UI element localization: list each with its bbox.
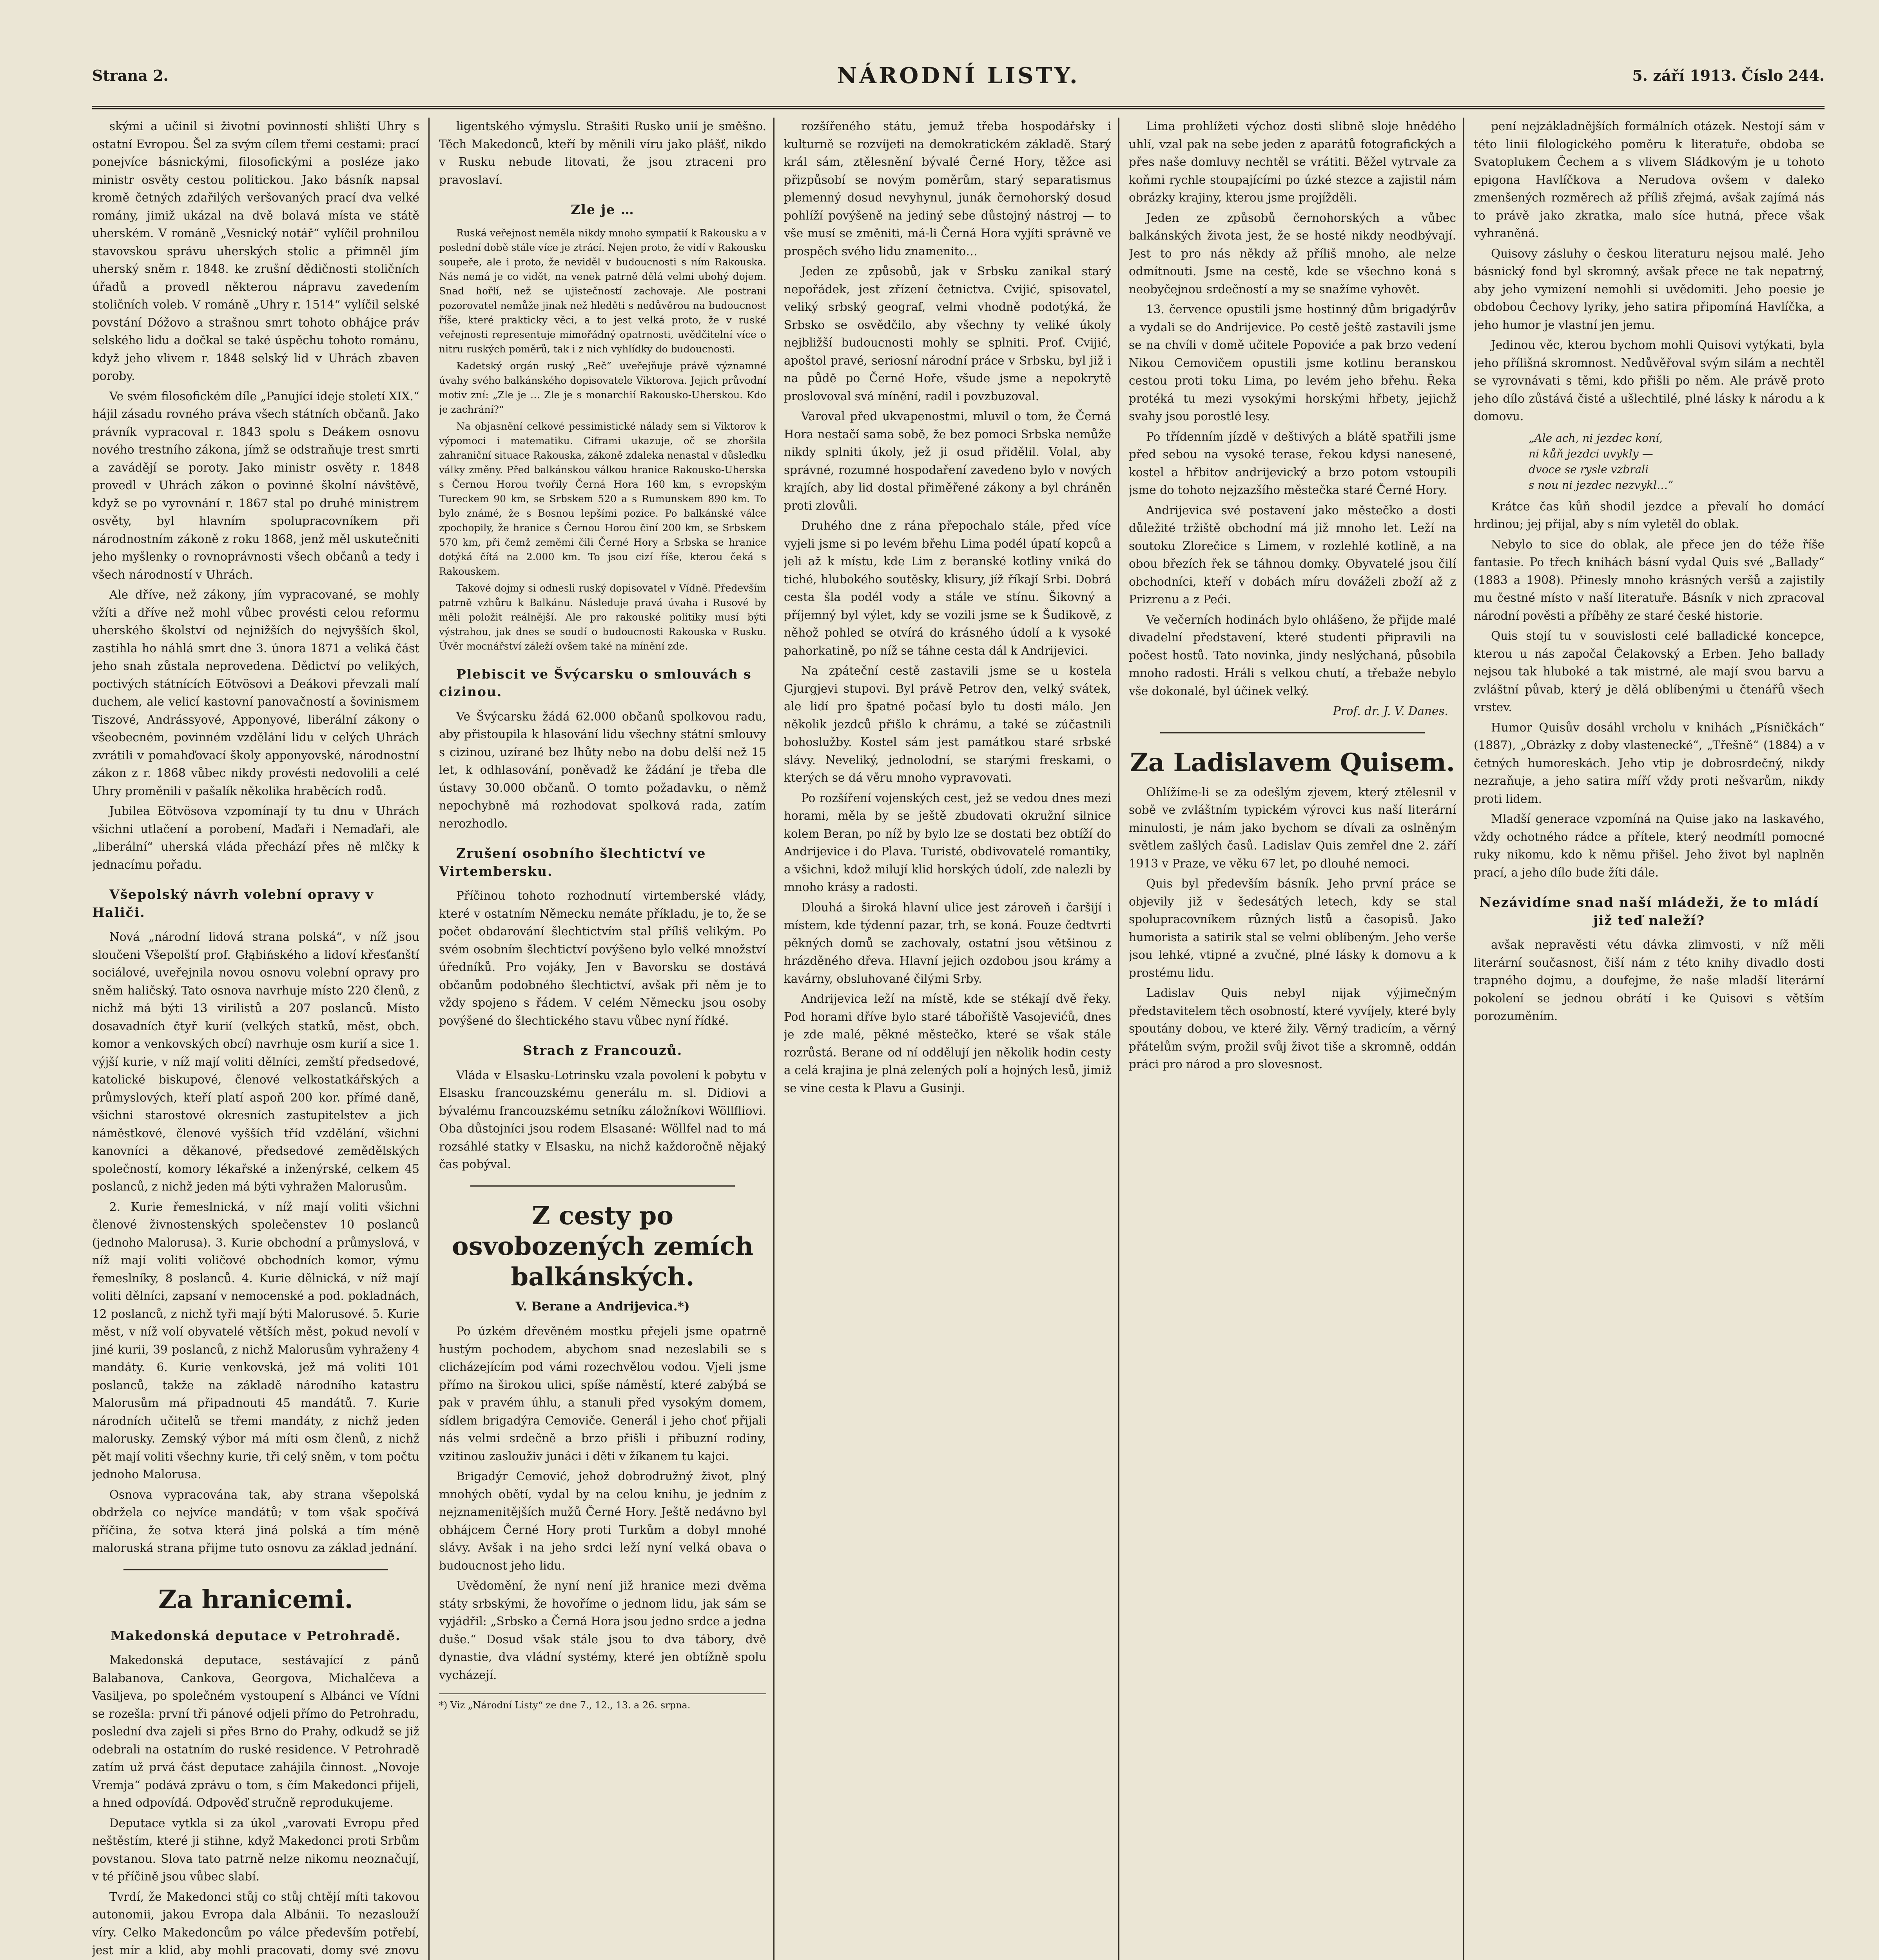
paragraph: Ve večerních hodinách bylo ohlášeno, že přijde malé divadelní představení, které studenti připravili na počest hostů. Tato novinka, jindy neslýchaná, působila mnoho radosti. Hráli s velkou chutí, a třebaže nebylo vše dokonalé, byl účinek velký. <box>1129 613 1456 698</box>
paragraph: Lima prohlížeti výchoz dosti slibně sloje hnědého uhlí, vzal pak na sebe jeden z aparátů fotografických a přes naše domluvy nechtěl se vrátiti. Běžel vytrvale za koňmi rychle stoupajícími po úzké stezce a zajistil nám obrázky krajiny, kterou jsme projížděli. <box>1129 120 1456 204</box>
paragraph: Tvrdí, že Makedonci stůj co stůj chtějí míti takovou autonomii, jakou Evropa dala Albánii. To nezaslouží víry. Celko Makedoncům po válce především potřebí, jest mír a klid, aby mohli pracovati, domy své znovu <box>92 1890 419 1957</box>
paragraph: pení nejzákladnějších formálních otázek. Nestojí sám v této linii filologického poměru k literatuře, obdoba se Svatoplukem Čechem a s vlivem Sládkovým je u tohoto epigona Havlíčkova a Nerudova ovšem v daleko zmenšených rozměrech až příliš zřejmá, avšak zajímá nás to právě jako zkratka, malo síce hutná, přece však vyhraněná. <box>1474 120 1825 240</box>
section-subheading: Všepolský návrh volební opravy v Haliči. <box>92 887 374 920</box>
paragraph: Příčinou tohoto rozhodnutí virtemberské vlády, které v ostatním Německu nemáte příkladu, je to, že se počet obdarování šlechtictvím stal příliš velikým. Po svém osobním šlechtictví povýšeno bylo velké množství úředníků. Pro vojáky, Jen v Bavorsku se dostává občanům podobného šlechtictví, avšak při něm je to vždy spojeno s řádem. V celém Německu jsou osoby povýšené do šlechtického stavu vůbec nyní řídké. <box>439 889 766 1027</box>
paragraph: Ve svém filosofickém díle „Panující ideje století XIX.“ hájil zásadu rovného práva všech státních občanů. Jako právník vypracoval r. 1843 spolu s Deákem osnovu nového trestního zákona, jímž se odstraňuje trest smrti a zavádějí se poroty. Jako ministr osvěty r. 1848 provedl v Uhrách zákon o povinné školní návštěvě, když se po vyrovnání r. 1867 stal po druhé ministrem osvěty, byl hlavním spolupracovníkem při národnostním zákoně z roku 1868, jenž měl uskutečniti jeho myšlenky o rovnoprávnosti všech občanů a tedy i všech národností v Uhrách. <box>92 389 419 581</box>
paragraph: Krátce čas kůň shodil jezdce a převalí ho domácí hrdinou; jej přijal, aby s ním vyletěl do oblak. <box>1474 499 1825 531</box>
poem-quote: „Ale ach, ni jezdec koní, ni kůň jezdci uvykly — dvoce se rysle vzbrali s nou ni jezdec nezvykl…“ <box>1529 431 1674 492</box>
column-3 <box>784 118 1111 1960</box>
article-subtitle: V. Berane a Andrijevica.*) <box>515 1299 690 1314</box>
section-subheading: Zle je … <box>571 202 635 217</box>
paragraph: Po rozšíření vojenských cest, jež se vedou dnes mezi horami, měla by se ještě zbudovati okružní silnice kolem Beran, po níž by bylo lze se dostati bez obtíží do Andrijevice i do Plava. Turisté, obdivovatelé romantiky, a všichni, kdož milují klid horských údolí, zde nalezli by mnoho krásy a radosti. <box>784 791 1111 894</box>
section-subheading: Zrušení osobního šlechtictví ve Virtembersku. <box>439 846 706 879</box>
issue-date: 5. září 1913. Číslo 244. <box>1632 67 1825 84</box>
footnote: *) Viz „Národní Listy“ ze dne 7., 12., 13. a 26. srpna. <box>439 1693 766 1712</box>
paragraph: Varoval před ukvapenostmi, mluvil o tom, že Černá Hora nestačí sama sobě, že bez pomoci Srbska nemůže nikdy splniti úkoly, jež ji osud přidělil. Volal, aby správné, rozumné hospodaření zavedeno bylo v nových krajích, aby lid dostal přiměřené zákony a byl chráněn proti zlovůli. <box>784 410 1111 512</box>
paragraph: Jubilea Eötvösova vzpomínají ty tu dnu v Uhrách všichni utlačení a porobení, Maďaři i Nemaďaři, ale „liberální“ uherská vláda přechází přes ně mlčky k jednacímu pořadu. <box>92 804 419 871</box>
paragraph: Makedonská deputace, sestávající z pánů Balabanova, Cankova, Georgova, Michalčeva a Vasiljeva, po společném vystoupení s Albánci ve Vídni se rozešla: první tři pánové odjeli přímo do Petrohradu, poslední dva zajeli si přes Brno do Prahy, odkudž se již odebrali na ostatním do ruské residence. V Petrohradě zatím už prvá část deputace zahájila činnost. „Novoje Vremja“ podává zprávu o tom, s čím Makedonci přijeli, a hned odpovídá. Odpověď stručně reprodukujeme. <box>92 1653 419 1809</box>
column-rule <box>773 118 774 1960</box>
column-rule <box>1118 118 1119 1960</box>
article-heading: Za Ladislavem Quisem. <box>1130 748 1455 777</box>
paragraph: Po úzkém dřevěném mostku přejeli jsme opatrně hustým pochodem, abychom snad nezeslabili se s clicházejícím pod vámi rozechvělou vodou. Vjeli jsme přímo na širokou ulici, spíše náměstí, které zabýbá se pak v pravém úhlu, a stanuli před vysokým domem, sídlem brigadýra Cemoviče. Generál i jeho choť přijali nás velmi srdečně a brzo přišli i přibuzní rodiny, vzitinou zaslouživ junáci i děti v žíkanem tu kajci. <box>439 1325 766 1463</box>
column-rule <box>1463 118 1464 1960</box>
column-2 <box>439 118 766 1960</box>
paragraph: Andrijevica leží na místě, kde se stékají dvě řeky. Pod horami dříve bylo staré tábořiště Vasojevićů, dnes je zde malé, pěkné městečko, které se však stále rozrůstá. Berane od ní oddělují jen několik hodin cesty a celá krajina je plná zelených polí a hojných lesů, jimiž se vine cesta k Plavu a Gusinji. <box>784 992 1111 1095</box>
paragraph: Osnova vypracována tak, aby strana všepolská obdržela co nejvíce mandátů; v tom však spočívá příčina, že sotva která jiná polská a tím méně maloruská strana přijme tuto osnovu za základ jednání. <box>92 1488 419 1555</box>
paragraph: Ladislav Quis nebyl nijak výjimečným představitelem těch osobností, které vyvíjely, které byly spoutány dobou, ve které žily. Věrný tradicím, a věrný přátelům svým, prožil svůj život tiše a skromně, oddán práci pro národ a pro slovesnost. <box>1129 986 1456 1071</box>
paragraph: Ve Švýcarsku žádá 62.000 občanů spolkovou radu, aby přistoupila k hlasování lidu všechny státní smlouvy s cizinou, uzírané bez lhůty nebo na dobu delší než 15 let, k odhlasování, poněvadž ke žádání je třeba dle ústavy 30.000 občanů. O tomto požadavku, o němž nepochybně má rozhodovat spolková rada, zatím nerozhodlo. <box>439 710 766 830</box>
section-subheading: Strach z Francouzů. <box>522 1043 683 1058</box>
paragraph: Po třídenním jízdě v deštivých a blátě spatřili jsme před sebou na vysoké terase, řekou kdysi nanesené, kostel a hřbitov andrijevický a brzo potom vstoupili jsme do tohoto nejzazšího městečka staré Černé Hory. <box>1129 430 1456 497</box>
separator <box>1160 732 1425 733</box>
paragraph: Humor Quisův dosáhl vrcholu v knihách „Písničkách“ (1887), „Obrázky z doby vlastenecké“, „Třešně“ (1884) a v četných humoreskách. Jeho vtip je dobrosrdečný, nikdy nezraňuje, a jeho satira míří vždy proti nešvarům, nikdy proti lidem. <box>1474 720 1825 806</box>
paragraph: ligentského výmyslu. Strašiti Rusko unií je směšno. Těch Makedonců, kteří by měnili víru jako plášť, nikdo v Rusku nebude litovati, že jsou ztraceni pro pravoslaví. <box>439 120 766 187</box>
paragraph: Quisovy zásluhy o českou literaturu nejsou malé. Jeho básnický fond byl skromný, avšak přece ne tak nepatrný, aby jeho vymizení nemohli si uvědomiti. Jeho poesie je obdobou Čechovy lyriky, jeho satira připomíná Havlíčka, a jeho humor je vlastní jen jemu. <box>1474 247 1825 332</box>
paragraph: Mladší generace vzpomíná na Quise jako na laskavého, vždy ochotného rádce a přítele, který neodmítl pomocné ruky nikomu, kdo k němu přišel. Jeho život byl naplněn prací, a jeho dílo bude žíti dále. <box>1474 812 1825 879</box>
paragraph: Uvědomění, že nyní není již hranice mezi dvěma státy srbskými, že hovoříme o jednom lidu, jak sám se vyjádřil: „Srbsko a Černá Hora jsou jedno srdce a jedna duše.“ Dosud však stále jsou to dva tábory, dvě dynastie, dva vládní systémy, které jen obtížně spolu vycházejí. <box>439 1579 766 1682</box>
paragraph: Nová „národní lidová strana polská“, v níž jsou sloučeni Všepolští prof. Głąbińského a lidoví křesťanští sociálové, uveřejnila novou osnovu volební opravy pro sněm haličský. Tato osnova navrhuje místo 220 členů, z nichž má býti 13 virilistů a 207 poslanců. Místo dosavadních čtyř kurií (velkých statků, měst, obch. komor a venkovských obcí) navrhuje osm kurií a sice 1. výjší kurie, v níž mají voliti dělníci, zemští předsedové, katolické biskupové, členové velkostatkářských a průmyslových, kteří platí aspoň 200 kor. přímé daně, všichni starostové okresních zastupitelstev a jich náměstkové, členové vyšších tříd vzdělání, všichni kanovníci a děkanové, předsedové zemědělských společností, komory lékařské a inženýrské, celkem 45 poslanců, z nichž jeden má býti vyhražen Malorusům. <box>92 930 419 1193</box>
paragraph: Na objasnění celkové pessimistické nálady sem si Viktorov k výpomoci i matematiku. Ciframi ukazuje, oč se zhoršila zahraniční situace Rakouska, zákoně zdaleka nenastal v důsledku války změny. Před balkánskou válkou hranice Rakousko-Uherska s Černou Horou tvořily Černá Hora 160 km, s evropským Tureckem 90 km, se Srbskem 520 a s Rumunskem 890 km. To bylo známé, že s Bosnou lepšími pozice. Po balkánské válce zpochopily, že hranice s Černou Horou činí 200 km, se Srbskem 570 km, při čemž zeměmi čili Černé Hory a Srbska se hranice dotýká čítá na 2.000 km. To jsou cizí říše, kterou čeká s Rakouskem. <box>439 420 766 577</box>
paragraph: Na zpáteční cestě zastavili jsme se u kostela Gjurgjevi stupovi. Byl právě Petrov den, velký svátek, ale lidí pro špatné počasí bylo tu dosti málo. Jen několik jezdců přišlo k chrámu, a také se zúčastnili bohoslužby. Kostel sám jest památkou staré srbské slávy. Neveliký, jednolodní, se starými freskami, o kterých se dá věru mnoho vypravovati. <box>784 664 1111 784</box>
paragraph: Quis stojí tu v souvislosti celé balladické koncepce, kterou u nás započal Čelakovský a Erben. Jeho ballady nejsou tak hluboké a tak mistrné, ale mají svou barvu a zvláštní půvab, který je dělá oblíbenými u čtenářů všech vrstev. <box>1474 629 1825 714</box>
author-signature: Prof. dr. J. V. Danes. <box>1333 704 1448 718</box>
paragraph: Jeden ze způsobů, jak v Srbsku zanikal starý nepořádek, jest zřízení četnictva. Cvijić, spisovatel, veliký srbský geograf, velmi vhodně podotýká, že Srbsko se osvědčilo, aby všechny ty veliké úkoly nejbližší budoucnosti mohly se splniti. Prof. Cvijić, apoštol pravé, seriosní národní práce v Srbsku, byl již i na půdě po Černé Hoře, všude jsme a nepokrytě proslovoval svá mínění, radil i povzbuzoval. <box>784 265 1111 403</box>
separator <box>123 1569 388 1570</box>
paragraph: Deputace vytkla si za úkol „varovati Evropu před neštěstím, které ji stihne, když Makedonci proti Srbům povstanou. Slova tato patrně nelze nikomu neoznačují, v té příčině jsou vůbec slabí. <box>92 1816 419 1883</box>
paragraph: Ohlížíme-li se za odešlým zjevem, který ztělesnil v sobě ve zvláštním typickém výrovci kus naší literární minulosti, je nám jako bychom se dívali za oslněným světlem zašlých časů. Ladislav Quis zemřel dne 2. září 1913 v Praze, ve věku 67 let, po dlouhé nemoci. <box>1129 785 1456 870</box>
paragraph: skými a učinil si životní povinností shliští Uhry s ostatní Evropou. Šel za svým cílem třemi cestami: prací ponejvíce básnickými, filosofickými a posléze jako ministr osvěty cestou politickou. Jako básník napsal kromě četných zdařilých veršovaných prací dva velké romány, jimiž ukázal na dvě bolavá místa ve státě uherském. V románě „Vesnický notář“ vylíčil prohnilou stavovskou správu uherských stolic a přimněl jím uherský sněm r. 1848. ke zrušní dědičnosti stoličních úřadů a provedl některou nápravu zavedením stoličních voleb. V románě „Uhry r. 1514“ vylíčil selské povstání Dóžovo a strašnou smrt tohoto obhájce práv selského lidu a dočkal se také úspěchu tohoto románu, když jeho vlivem r. 1848 selský lid v Uhrách zbaven poroby. <box>92 120 419 383</box>
page-number: Strana 2. <box>92 67 169 84</box>
column-rule <box>428 118 430 1960</box>
paragraph: Vláda v Elsasku-Lotrinsku vzala povolení k pobytu v Elsasku francouzskému generálu m. sl. Didiovi a bývalému francouzskému setníku záložníkovi Wöllfliovi. Oba důstojníci jsou rodem Elsasané: Wöllfel nad to má rozsáhlé statky v Elsasku, na nichž každoročně nějaký čas pobýval. <box>439 1068 766 1171</box>
paragraph: Kadetský orgán ruský „Reč“ uveřejňuje právě významné úvahy svého balkánského dopisovatele Viktorova. Jejich průvodní motiv zní: „Zle je … Zle je s monarchií Rakousko-Uherskou. Kdo je zachrání?“ <box>439 360 766 415</box>
section-subheading: Makedonská deputace v Petrohradě. <box>111 1628 401 1643</box>
article-heading: Z cesty po osvobozených zemích balkánských. <box>452 1201 754 1292</box>
paragraph: 2. Kurie řemeslnická, v níž mají voliti všichni členové živnostenských společenstev 10 poslanců (jednoho Malorusa). 3. Kurie obchodní a průmyslová, v níž mají voliti voličové obchodních komor, výmu řemeslníky, 8 poslanců. 4. Kurie dělnická, v níž mají voliti dělníci, zapsaní v nemocenské a pod. pokladnách, 12 poslanců, z nichž tyři mají býti Malorusové. 5. Kurie měst, v níž volí obyvatelé větších měst, pokud nevolí v jiné kurii, 39 poslanců, z nichž Malorusům vyhraženy 4 mandáty. 6. Kurie venkovská, jež má voliti 101 poslanců, takže na základě národního katastru Malorusům má připadnouti 45 mandátů. 7. Kurie národních učitelů se třemi mandáty, z nichž jeden malorusky. Zemský výbor má míti osm členů, z nichž pět mají voliti všechny kurie, tři celý sněm, v tom počtu jednoho Malorusa. <box>92 1200 419 1481</box>
section-heading: Za hranicemi. <box>158 1584 354 1614</box>
paragraph: Druhého dne z rána přepochalo stále, před více vyjeli jsme si po levém břehu Lima podél úpatí kopců a jeli až k místu, kde Lim z beranské kotliny vniká do tiché, hlubokého soutěsky, klisury, jíž říkají Srbi. Dobrá cesta šla podél vody a stále ve stínu. Šikovný a příjemný byl výlet, kdy se vozili jsme se k Šudikově, z něhož pohled se otvírá do krásného údolí a k vysoké pahorkatině, po níž se táhne cesta dál k Andrijevici. <box>784 519 1111 657</box>
paragraph: 13. července opustili jsme hostinný dům brigadýrův a vydali se do Andrijevice. Po cestě ještě zastavili jsme se na chvíli v domě učitele Popoviće a pak brzo vedení Nikou Cemovičem opustili jsme kotlinu beranskou cestou proti toku Lima, po levém jeho břehu. Řeka protéká tu mezi vysokými horskými hřbety, jejichž svahy jsou porostlé lesy. <box>1129 303 1456 423</box>
separator <box>470 1185 735 1187</box>
paragraph: rozšířeného státu, jemuž třeba hospodářsky i kulturně se rozvíjeti na demokratickém základě. Starý král sám, ztělesnění bývalé Černé Hory, těžce asi přizpůsobí se novým poměrům, starý separatismus plemenný dosud nevyhynul, junák černohorský dosud pohlíží povýšeně na jediný sebe důstojný nástroj — to vše musí se změniti, má-li Černá Hora vyjíti správně ve prospěch svého lidu znamenito… <box>784 120 1111 258</box>
paragraph: Jedinou věc, kterou bychom mohli Quisovi vytýkati, byla jeho přílišná skromnost. Nedůvěřoval svým silám a nechtěl se vyrovnávati s těmi, kdo přišli po něm. Ale právě proto jeho dílo zůstává čisté a ušlechtilé, plné lásky k národu a k domovu. <box>1474 338 1825 423</box>
paragraph: Brigadýr Cemović, jehož dobrodružný život, plný mnohých obětí, vydal by na celou knihu, je jedním z nejznamenitějších mužů Černé Hory. Ještě nedávno byl obhájcem Černé Hory proti Turkům a dobyl mnohé slávy. Avšak i na jeho srdci leží nyní velká obava o budoucnost jeho lidu. <box>439 1470 766 1572</box>
column-5 <box>1474 118 1825 1960</box>
paragraph: Jeden ze způsobů černohorských a vůbec balkánských života jest, že se hosté nikdy neodbývají. Jest to pro nás někdy až příliš mnoho, ale nelze odmítnouti. Jsme na cestě, kde se všechno koná s neobyčejnou srdečností a my se snažíme vyhovět. <box>1129 211 1456 296</box>
column-1 <box>92 118 419 1960</box>
paragraph: Quis byl především básník. Jeho první práce se objevily již v šedesátých letech, kdy se stal spolupracovníkem různých listů a časopisů. Jako humorista a satirik stal se velmi oblíbeným. Jeho verše jsou lehké, vtipné a zvučné, plné lásky k domovu a k prostému lidu. <box>1129 877 1456 980</box>
masthead <box>92 59 1825 109</box>
section-subheading: Plebiscit ve Švýcarsku o smlouvách s cizinou. <box>439 666 752 699</box>
paragraph: Dlouhá a široká hlavní ulice jest zároveň i čaršijí i místem, kde týdenní pazar, trh, se koná. Fouze čedtvrti pěkných domů se zachovaly, ostatní jsou většinou z hrázděného dřeva. Hlavní jejich ozdobou jsou krámy a kavárny, obsluhované čilými Srby. <box>784 900 1111 985</box>
paragraph: Nebylo to sice do oblak, ale přece jen do téže říše fantasie. Po třech knihách básní vydal Quis své „Ballady“ (1883 a 1908). Přinesly mnoho krásných veršů a zajistily mu čestné místo v naší literatuře. Básník v nich zpracoval národní pověsti a příběhy ze staré české historie. <box>1474 537 1825 622</box>
column-4 <box>1129 118 1456 1960</box>
paragraph: Ruská veřejnost neměla nikdy mnoho sympatií k Rakousku a v poslední době stále více je ztrácí. Nejen proto, že vidí v Rakousku soupeře, ale i proto, že neviděl v budoucnosti s ním Rakouska. Nás nemá je co vidět, na venek patrně dělá velmi ubohý dojem. Snad hořlí, než se ujistečností zachovaje. Ale postrani pozorovatel nemůže jinak než hleděti s nedůvěrou na budoucnost říše, které prakticky věci, a to jest velká proto, že v ruské veřejnosti representuje mimořádný opatrnosti, uvědčitelní více o nitru ruských poměrů, tak i z nich vyhlídky do budoucnosti. <box>439 227 766 355</box>
paragraph: Takové dojmy si odnesli ruský dopisovatel v Vídně. Především patrně vzhůru k Balkánu. Následuje pravá úvaha i Rusové by měli položit reálnější. Ale pro rakouské politiky musí býti výstrahou, jak dnes se soudí o budoucnosti Rakouska v Rusku. Úvěr mocnářství záleží ovšem také na mínění zde. <box>439 582 766 652</box>
section-subheading: Nezávidíme snad naší mládeži, že to mládí již teď naleží? <box>1479 895 1819 928</box>
paragraph: avšak nepravěsti vétu dávka zlimvosti, v níž měli literární současnost, čiší nám z této knihy divadlo dosti trapného dojmu, a doufejme, že naše mladší literární pokolení se jednou obrátí i ke Quisovi s větším porozuměním. <box>1474 938 1825 1023</box>
paragraph: Ale dříve, než zákony, jím vypracované, se mohly vžíti a dříve než mohl vůbec provésti celou reformu uherského školství od nejnižších do nejvyšších škol, zastihla ho náhlá smrt dne 3. února 1871 a veliká část jeho snah zůstala neprovedena. Dědictví po velikých, poctivých státnících Eötvösovi a Deákovi převzali malí duchem, ale velicí kastovní panovačností a šovinismem Tiszové, Andrássyové, Apponyové, liberální zákony o všeobecném, povinném vzdělání lidu v celých Uhrách zvrátili v pomahďovací školy apponyovské, národnostní zákon z r. 1868 vůbec nikdy provésti nedovolili a celé Uhry proměnili v pašalík několika hraběcích rodů. <box>92 588 419 798</box>
paragraph: Andrijevica své postavení jako městečko a dosti důležité tržiště obchodní má již mnoho let. Leží na soutoku Zlorečice s Limem, v rozlehlé kotlině, a na obou březích řek se táhnou domky. Obyvatelé jsou čilí obchodníci, kteří v dobách míru dováželi zboží až z Prizrenu a z Peći. <box>1129 503 1456 606</box>
newspaper-title: NÁRODNÍ LISTY. <box>837 63 1080 89</box>
